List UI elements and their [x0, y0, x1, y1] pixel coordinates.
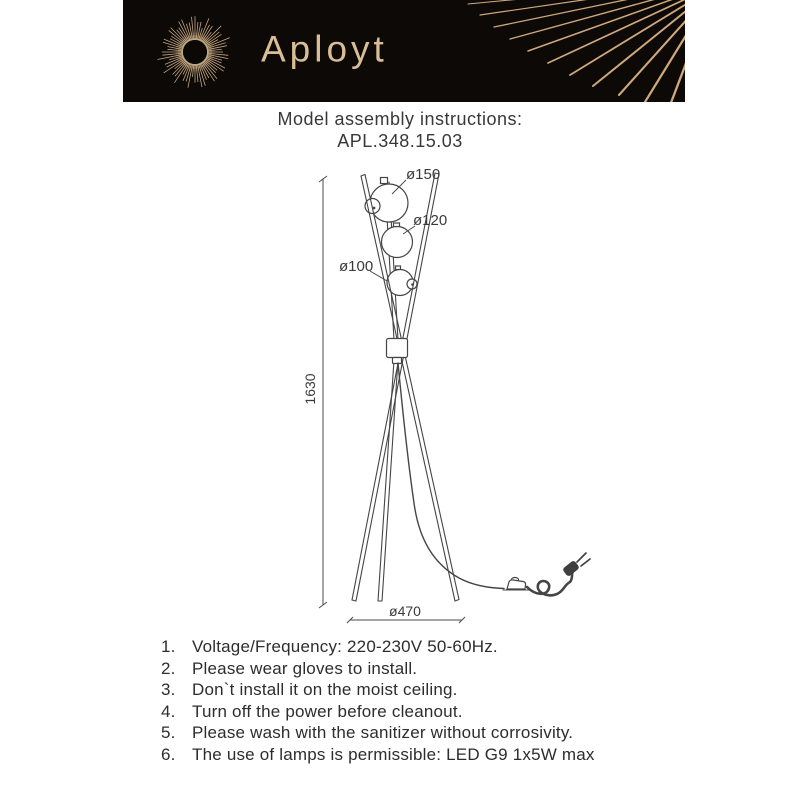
item-text: The use of lamps is permissible: LED G9 1x5W max	[192, 744, 595, 764]
brand-banner	[123, 0, 685, 102]
title-block	[0, 108, 800, 152]
instruction-list	[161, 636, 595, 765]
model-number: APL.348.15.03	[337, 131, 463, 151]
dim-label-middle-sphere: ø120	[413, 212, 448, 229]
starburst-icon	[157, 16, 229, 88]
dim-label-base: ø470	[389, 603, 421, 619]
banner-decor	[123, 0, 685, 102]
corner-rays-icon	[468, 0, 685, 102]
foot-switch-icon	[507, 580, 526, 589]
power-cord	[398, 363, 590, 595]
stem-cap	[381, 178, 388, 184]
plug-icon	[562, 553, 590, 577]
item-text: Turn off the power before cleanout.	[192, 701, 463, 721]
item-text: Don`t install it on the moist ceiling.	[192, 680, 458, 699]
instruction-item	[161, 701, 595, 723]
item-text: Please wear gloves to install.	[192, 658, 418, 678]
junction-box	[387, 339, 408, 364]
item-number: 2.	[161, 658, 176, 678]
lamp-spheres	[365, 184, 417, 296]
instruction-item	[161, 722, 595, 744]
dim-label-top-sphere: ø150	[406, 166, 441, 183]
item-number: 3.	[161, 680, 176, 699]
item-number: 5.	[161, 723, 176, 742]
item-number: 4.	[161, 701, 176, 721]
dim-label-bottom-sphere: ø100	[339, 258, 374, 275]
page-title: Model assembly instructions:	[277, 109, 523, 129]
dim-label-height: 1630	[302, 373, 318, 405]
item-text: Voltage/Frequency: 220-230V 50-60Hz.	[192, 637, 498, 656]
item-text: Please wash with the sanitizer without corrosivity.	[192, 723, 574, 742]
instruction-item	[161, 744, 595, 766]
instruction-item	[161, 636, 595, 658]
item-number: 1.	[161, 637, 176, 656]
instruction-item	[161, 658, 595, 680]
instruction-item	[161, 679, 595, 701]
lamp-technical-drawing	[280, 160, 605, 635]
item-number: 6.	[161, 744, 176, 764]
brand-logo-text: Aployt	[261, 28, 388, 70]
